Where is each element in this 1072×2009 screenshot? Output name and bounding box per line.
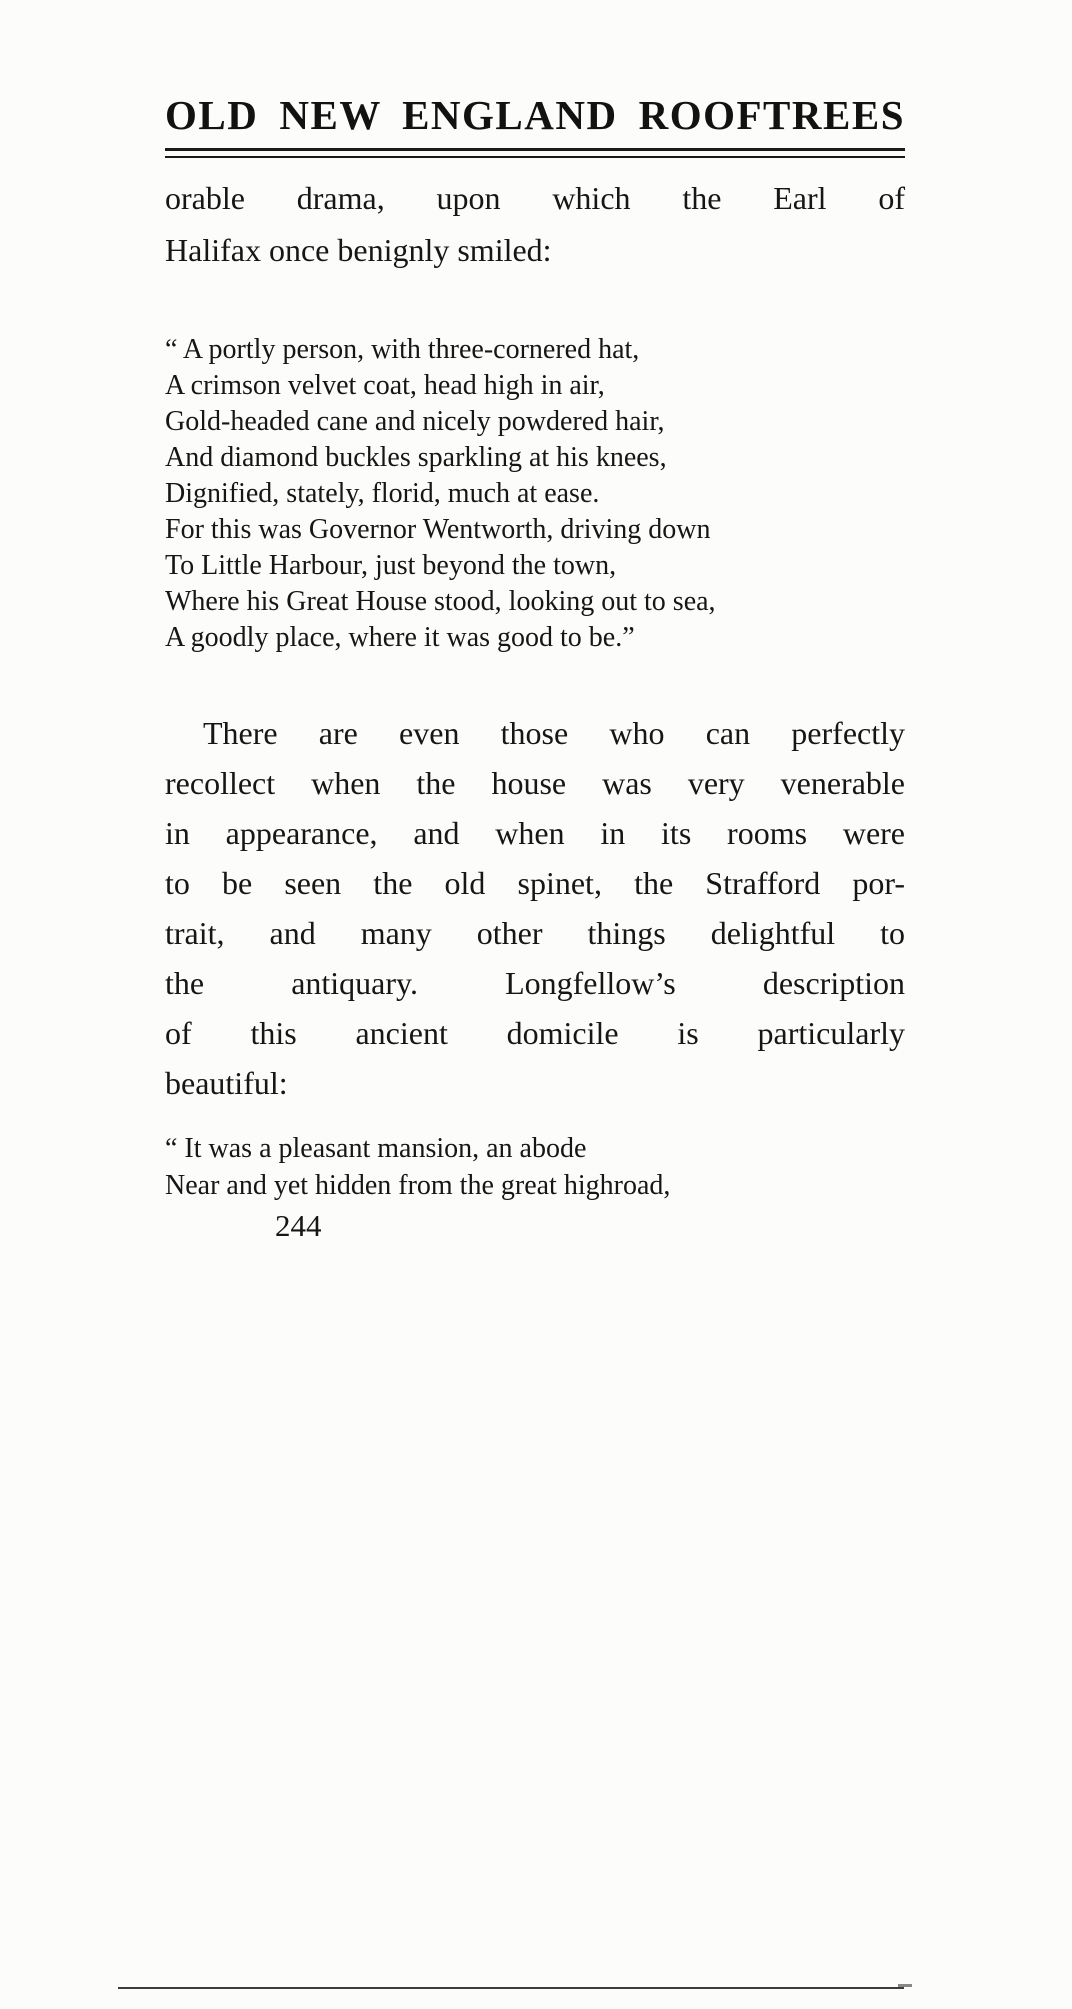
text-line: Halifax once benignly smiled: bbox=[165, 232, 552, 268]
text-line: to be seen the old spinet, the Strafford por- bbox=[165, 865, 905, 901]
text-line: beautiful: bbox=[165, 1065, 288, 1101]
intro-paragraph bbox=[165, 172, 905, 276]
text-line: To Little Harbour, just beyond the town, bbox=[165, 550, 617, 581]
text-line: Dignified, stately, florid, much at ease. bbox=[165, 478, 600, 509]
poem-quote-longfellow bbox=[165, 1130, 905, 1204]
text-line: of this ancient domicile is particularly bbox=[165, 1015, 905, 1051]
page-number: 244 bbox=[275, 1208, 322, 1243]
text-line: the antiquary. Longfellow’s description bbox=[165, 965, 905, 1001]
text-line: There are even those who can perfectly bbox=[203, 715, 905, 751]
poem-quote-wentworth bbox=[165, 332, 905, 656]
text-line: And diamond buckles sparkling at his knees, bbox=[165, 442, 667, 473]
header-rule-bottom bbox=[165, 156, 905, 158]
text-line: For this was Governor Wentworth, driving down bbox=[165, 514, 711, 545]
text-line: trait, and many other things delightful to bbox=[165, 915, 905, 951]
text-line: A goodly place, where it was good to be.” bbox=[165, 622, 635, 653]
body-paragraph bbox=[165, 708, 905, 1108]
text-line: Gold-headed cane and nicely powdered hair, bbox=[165, 406, 665, 437]
text-line: “ It was a pleasant mansion, an abode bbox=[165, 1133, 587, 1164]
running-header: OLD NEW ENGLAND ROOFTREES bbox=[165, 92, 905, 138]
text-line: recollect when the house was very venerable bbox=[165, 765, 905, 801]
text-line: in appearance, and when in its rooms were bbox=[165, 815, 905, 851]
text-column bbox=[165, 92, 905, 1246]
text-line: orable drama, upon which the Earl of bbox=[165, 180, 905, 216]
header-rule-top bbox=[165, 148, 905, 151]
text-line: A crimson velvet coat, head high in air, bbox=[165, 370, 605, 401]
scan-edge-tick bbox=[898, 1984, 912, 1987]
scan-edge-line bbox=[118, 1987, 904, 1989]
text-line: “ A portly person, with three-cornered hat, bbox=[165, 334, 640, 365]
text-line: Near and yet hidden from the great highroad, bbox=[165, 1170, 671, 1201]
text-line: Where his Great House stood, looking out to sea, bbox=[165, 586, 716, 617]
